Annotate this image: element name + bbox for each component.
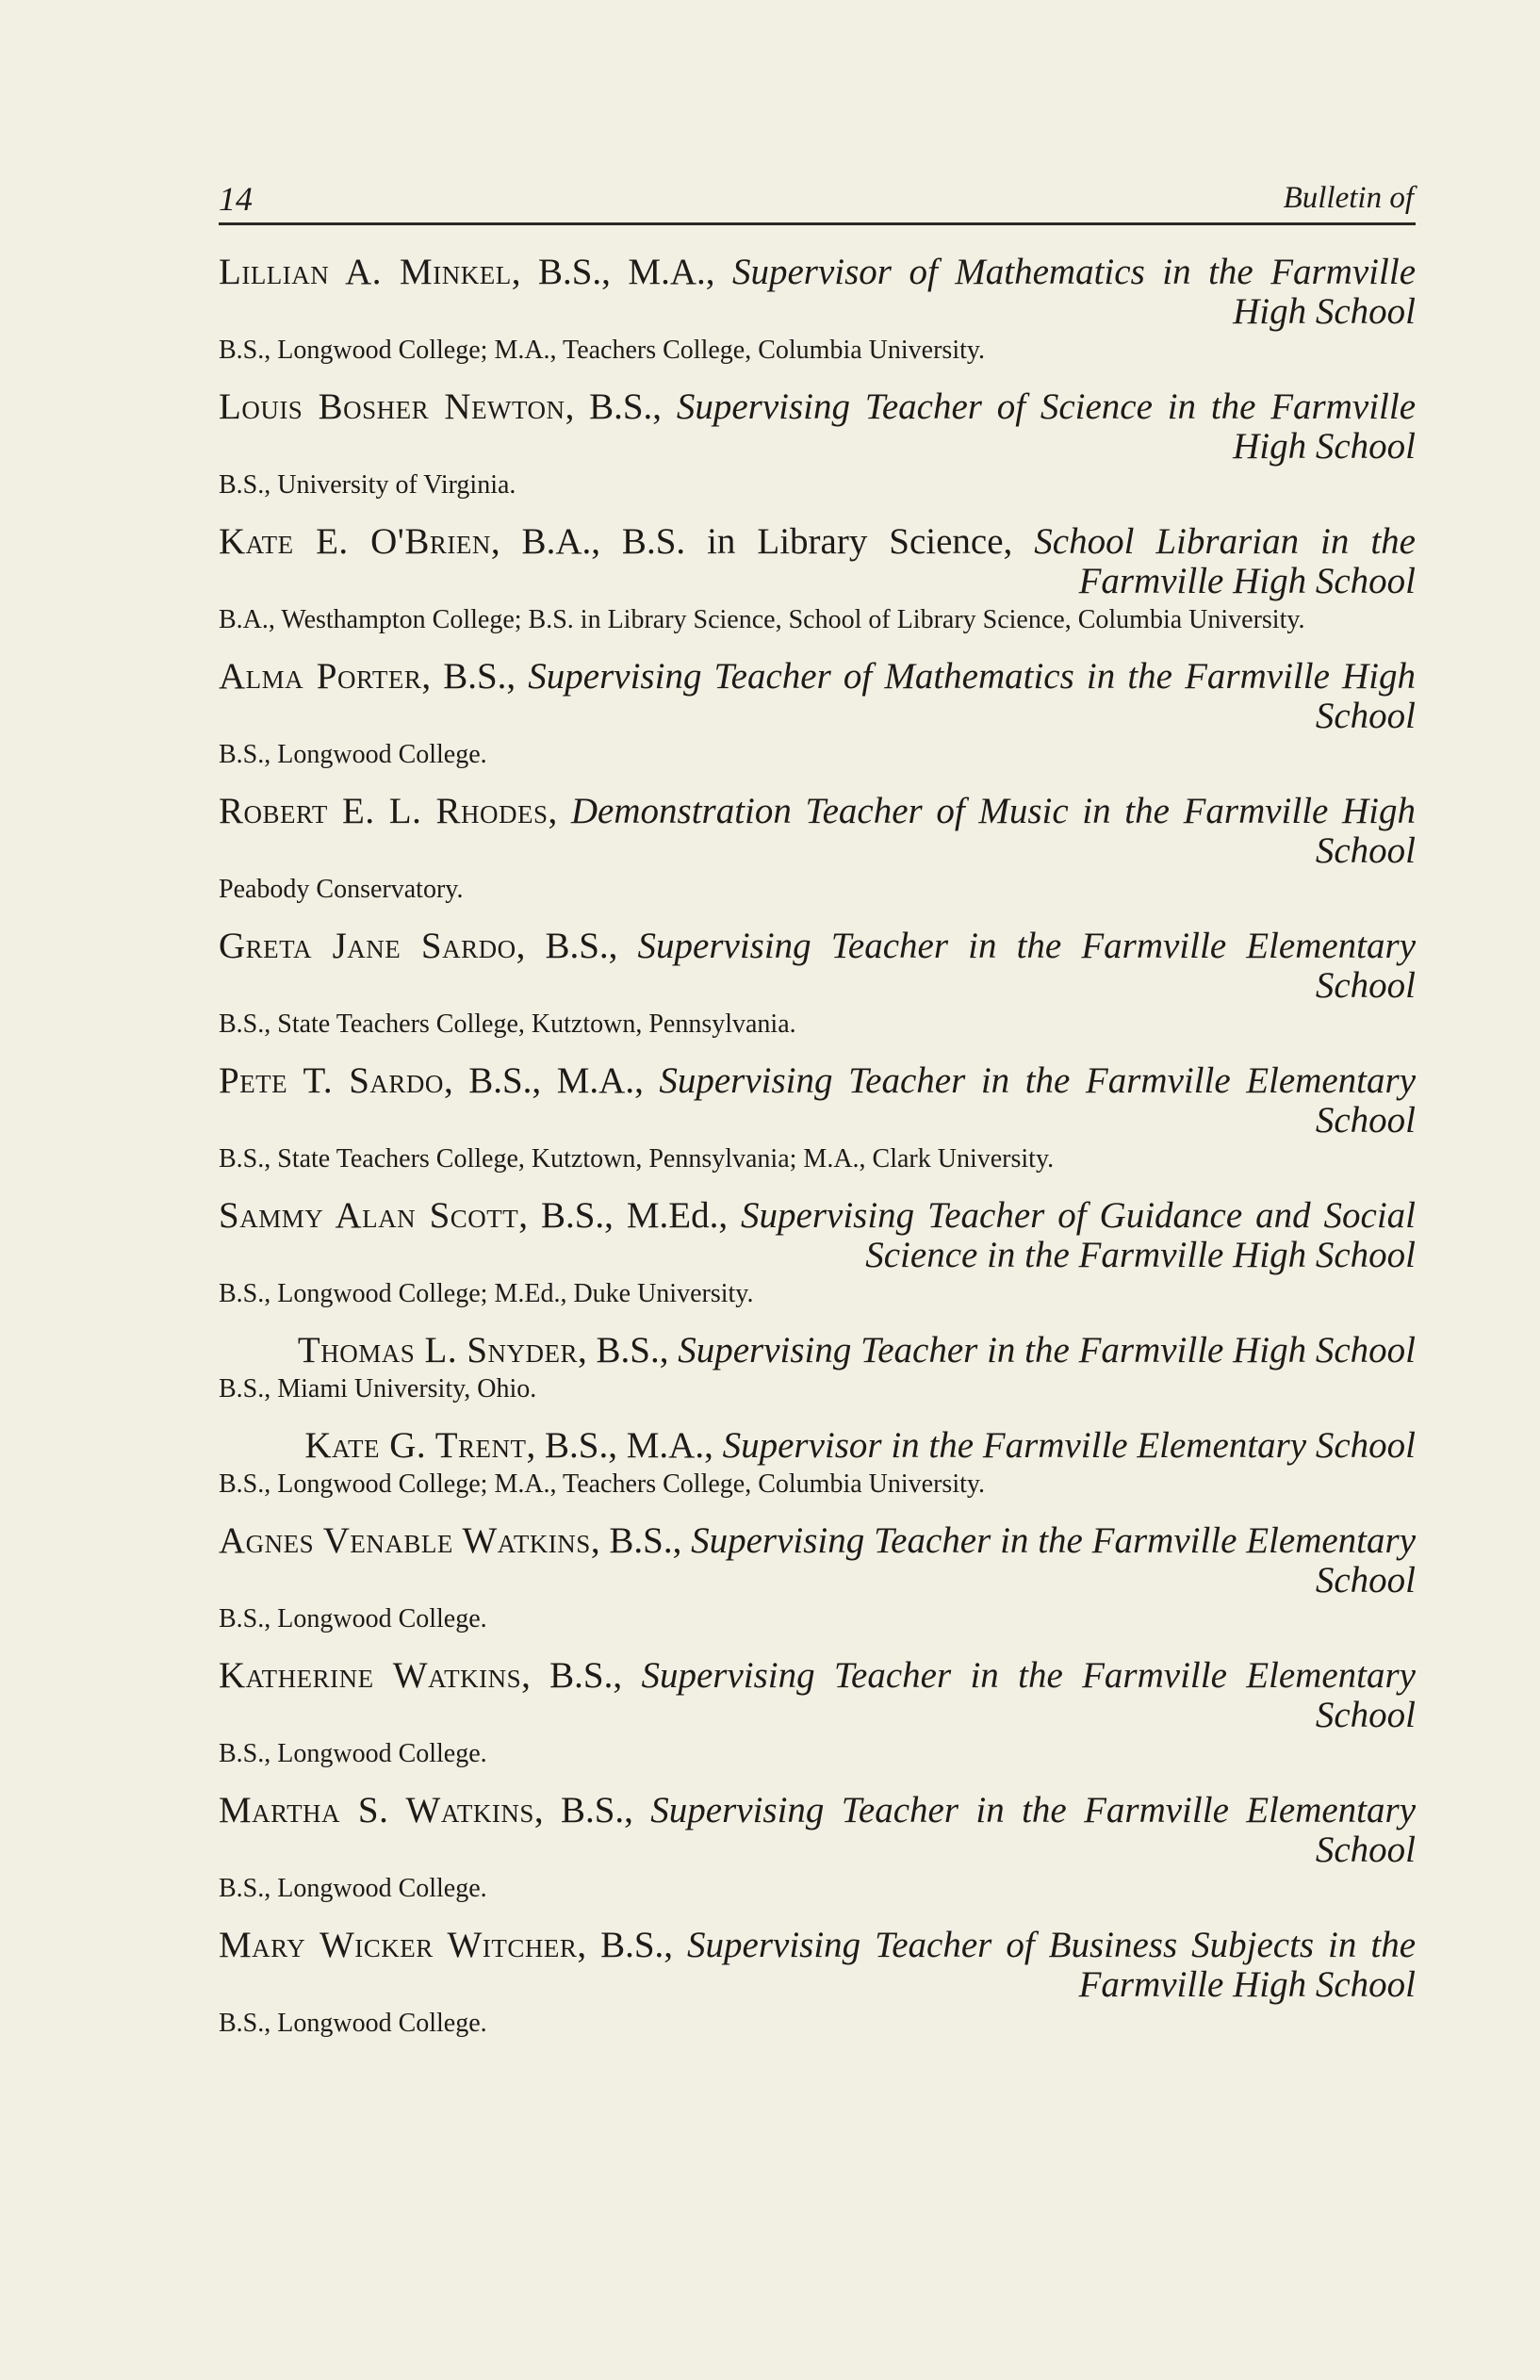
staff-entry: [219, 522, 1416, 636]
staff-position: Demonstration Teacher of Music in the Farmville High School: [570, 791, 1416, 871]
staff-name: Katherine Watkins: [219, 1655, 522, 1696]
staff-credentials: B.A., Westhampton College; B.S. in Library Science, School of Library Science, Columbia University.: [219, 605, 1305, 634]
staff-degrees: ,: [548, 791, 571, 831]
staff-position: Supervisor of Mathematics in the Farmville High School: [731, 252, 1417, 332]
entry-heading: [219, 522, 1416, 601]
staff-credentials: B.S., Longwood College.: [219, 1874, 487, 1903]
staff-credentials: B.S., Longwood College.: [219, 1604, 487, 1633]
staff-name: Louis Bosher Newton: [219, 386, 565, 427]
staff-position: Supervising Teacher in the Farmville Elementary School: [650, 1790, 1417, 1870]
staff-position: Supervising Teacher of Mathematics in the Farmville High School: [528, 656, 1417, 736]
staff-credentials: B.S., Longwood College.: [219, 740, 487, 769]
staff-name: Kate G. Trent: [304, 1425, 527, 1466]
staff-degrees: , B.S.,: [565, 386, 677, 427]
staff-entry: [219, 1196, 1416, 1310]
staff-credentials: B.S., Longwood College; M.A., Teachers College, Columbia University.: [219, 1469, 986, 1499]
staff-name: Sammy Alan Scott: [219, 1195, 519, 1236]
staff-entry: [219, 253, 1416, 367]
staff-degrees: , B.A., B.S. in Library Science,: [490, 521, 1035, 562]
entry-heading: [219, 792, 1416, 871]
staff-position: Supervising Teacher of Science in the Farmville High School: [676, 386, 1417, 467]
staff-name: Agnes Venable Watkins: [219, 1520, 591, 1561]
entry-heading: [219, 1426, 1416, 1466]
staff-position: Supervising Teacher in the Farmville Elementary School: [691, 1520, 1417, 1600]
entry-heading: [219, 1926, 1416, 2005]
staff-degrees: , B.S.,: [521, 1655, 642, 1696]
staff-entry: [219, 1791, 1416, 1905]
entry-heading: [219, 387, 1416, 467]
staff-position: Supervising Teacher in the Farmville Elementary School: [641, 1655, 1416, 1735]
staff-degrees: , B.S.,: [516, 926, 638, 966]
staff-credentials: B.S., Longwood College; M.Ed., Duke University.: [219, 1279, 754, 1308]
staff-name: Alma Porter: [219, 656, 422, 697]
entry-heading: [219, 1196, 1416, 1275]
staff-degrees: , B.S.,: [590, 1520, 692, 1561]
staff-name: Pete T. Sardo: [219, 1060, 444, 1101]
staff-entry: [219, 1331, 1416, 1405]
running-head: Bulletin of: [1283, 181, 1414, 215]
entry-heading: [219, 1521, 1416, 1600]
staff-degrees: , B.S., M.A.,: [443, 1060, 660, 1101]
staff-degrees: , B.S., M.A.,: [511, 252, 732, 292]
staff-name: Lillian A. Minkel: [219, 252, 512, 292]
staff-credentials: B.S., Longwood College; M.A., Teachers College, Columbia University.: [219, 336, 986, 365]
staff-credentials: B.S., Longwood College.: [219, 2009, 487, 2038]
entry-heading: [219, 927, 1416, 1006]
staff-entry: [219, 792, 1416, 906]
staff-name: Robert E. L. Rhodes: [219, 791, 549, 831]
staff-entry: [219, 387, 1416, 501]
entry-heading: [219, 1331, 1416, 1371]
staff-name: Mary Wicker Witcher: [219, 1925, 578, 1965]
staff-credentials: B.S., University of Virginia.: [219, 470, 516, 500]
staff-position: Supervising Teacher in the Farmville Elementary School: [637, 926, 1417, 1006]
staff-name: Thomas L. Snyder: [297, 1330, 579, 1371]
entry-heading: [219, 253, 1416, 332]
staff-credentials: B.S., Longwood College.: [219, 1739, 487, 1768]
staff-entry: [219, 1426, 1416, 1501]
staff-name: Kate E. O'Brien: [219, 521, 491, 562]
staff-entry: [219, 1656, 1416, 1770]
staff-credentials: B.S., State Teachers College, Kutztown, Pennsylvania; M.A., Clark University.: [219, 1144, 1055, 1174]
page-header: [219, 179, 1416, 225]
staff-position: Supervising Teacher of Business Subjects in the Farmville High School: [687, 1925, 1417, 2005]
staff-credentials: B.S., State Teachers College, Kutztown, Pennsylvania.: [219, 1009, 796, 1039]
staff-position: Supervisor in the Farmville Elementary School: [722, 1425, 1416, 1466]
entry-heading: [219, 657, 1416, 736]
staff-degrees: , B.S., M.A.,: [526, 1425, 723, 1466]
staff-entry: [219, 1926, 1416, 2040]
entry-heading: [219, 1061, 1416, 1141]
staff-position: Supervising Teacher in the Farmville Elementary School: [659, 1060, 1417, 1141]
entry-heading: [219, 1791, 1416, 1870]
staff-degrees: , B.S.,: [577, 1925, 688, 1965]
staff-degrees: , B.S.,: [578, 1330, 679, 1371]
page-number: 14: [219, 180, 253, 218]
staff-degrees: , B.S., M.Ed.,: [518, 1195, 742, 1236]
staff-entry: [219, 927, 1416, 1041]
entry-heading: [219, 1656, 1416, 1735]
staff-position: School Librarian in the Farmville High School: [1034, 521, 1416, 601]
staff-degrees: , B.S.,: [533, 1790, 651, 1830]
staff-position: Supervising Teacher in the Farmville High School: [678, 1330, 1416, 1371]
staff-entry: [219, 1061, 1416, 1175]
staff-degrees: , B.S.,: [421, 656, 529, 697]
staff-list: [219, 253, 1416, 2040]
staff-name: Martha S. Watkins: [219, 1790, 534, 1830]
staff-credentials: B.S., Miami University, Ohio.: [219, 1374, 537, 1403]
staff-entry: [219, 1521, 1416, 1635]
staff-entry: [219, 657, 1416, 771]
staff-name: Greta Jane Sardo: [219, 926, 516, 966]
staff-position: Supervising Teacher of Guidance and Social Science in the Farmville High School: [741, 1195, 1417, 1275]
staff-credentials: Peabody Conservatory.: [219, 875, 464, 904]
